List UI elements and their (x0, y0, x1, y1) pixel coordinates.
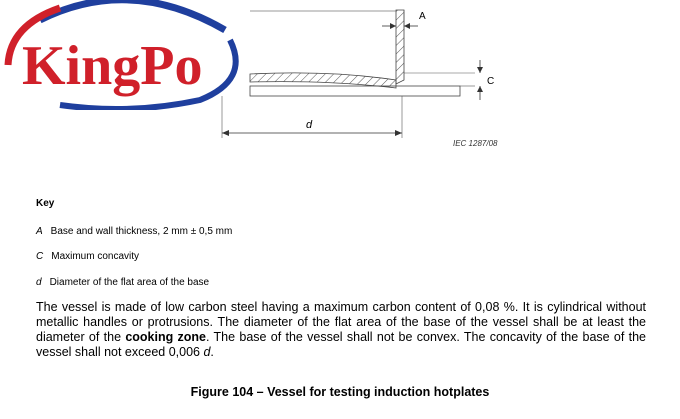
figure-caption: Figure 104 – Vessel for testing induction hotplates (190, 385, 490, 399)
body-text-3: . (210, 345, 214, 359)
key-symbol: C (36, 251, 44, 262)
key-text: Base and wall thickness, 2 mm ± 0,5 mm (50, 226, 233, 237)
vessel-wall (396, 10, 404, 84)
kingpo-logo (0, 0, 255, 110)
key-item-d (36, 277, 209, 288)
key-item-C (36, 251, 139, 262)
body-paragraph (36, 300, 646, 360)
flat-reference-plate (250, 86, 460, 96)
label-A: A (419, 11, 426, 22)
label-C: C (487, 76, 495, 87)
body-text-1: The vessel is made of low carbon steel having a maximum carbon content of 0,08 %. It is cylindrical without metallic handles or protrusions. The diameter of the flat area of the base of the vessel shall be at least the diameter of the (36, 300, 646, 344)
key-item-A (36, 226, 232, 237)
body-text-2: . The base of the vessel shall not be convex. The concavity of the base of the vessel shall not exceed 0,006 (36, 330, 646, 359)
key-symbol: A (36, 226, 43, 237)
key-text: Maximum concavity (51, 251, 140, 262)
key-text: Diameter of the flat area of the base (49, 277, 210, 288)
figure-reference: IEC 1287/08 (453, 139, 498, 148)
label-d: d (306, 119, 313, 131)
key-symbol: d (36, 277, 42, 288)
term-cooking-zone: cooking zone (125, 330, 206, 344)
var-d: d (203, 345, 211, 359)
logo-text: KingPo (22, 35, 203, 97)
key-title: Key (36, 198, 55, 209)
